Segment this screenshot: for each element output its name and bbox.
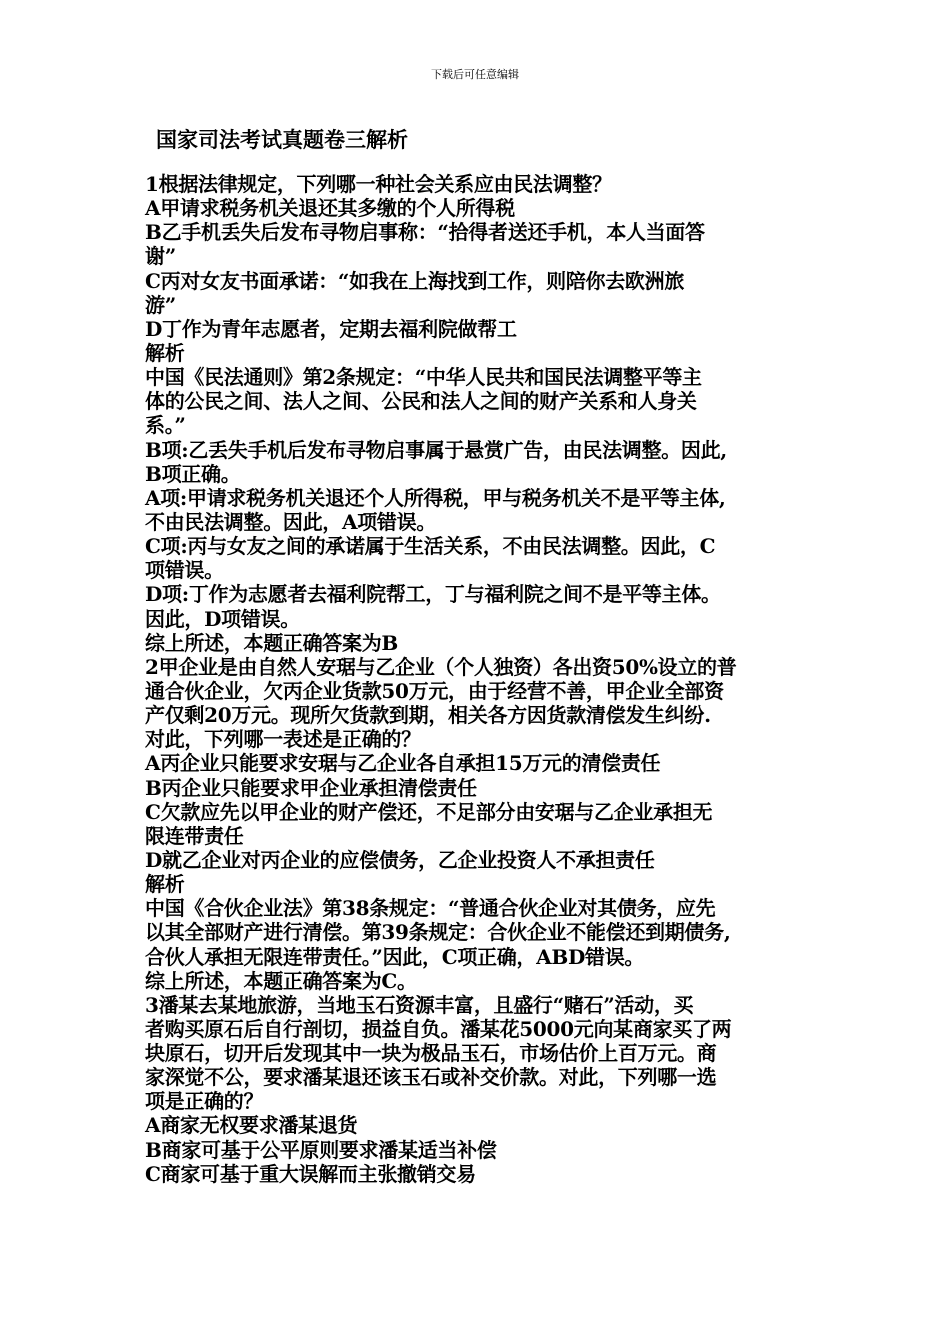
text-line: D项:丁作为志愿者去福利院帮工，丁与福利院之间不是平等主体。 — [145, 582, 721, 607]
text-line: A甲请求税务机关退还其多缴的个人所得税 — [145, 196, 515, 221]
text-line: D就乙企业对丙企业的应偿债务，乙企业投资人不承担责任 — [145, 847, 655, 872]
text-line: 项错误。 — [145, 558, 224, 583]
text-line: 者购买原石后自行剖切，损益自负。潘某花5000元向某商家买了两 — [145, 1016, 732, 1041]
text-line: 体的公民之间、法人之间、公民和法人之间的财产关系和人身关 — [145, 389, 697, 414]
text-line: 项是正确的？ — [145, 1089, 264, 1114]
page-header: 下载后可任意编辑 — [431, 68, 519, 81]
text-line: 不由民法调整。因此，A项错误。 — [145, 509, 437, 534]
text-line: 解析 — [145, 340, 185, 365]
text-line: 解析 — [145, 872, 185, 897]
text-line: 因此，D项错误。 — [145, 606, 300, 631]
text-line: A项:甲请求税务机关退还个人所得税，甲与税务机关不是平等主体, — [145, 485, 726, 510]
text-line: 综上所述，本题正确答案为B — [145, 630, 399, 655]
text-line: 对此，下列哪一表述是正确的？ — [145, 727, 421, 752]
text-line: 产仅剩20万元。现所欠货款到期，相关各方因货款清偿发生纠纷. — [145, 703, 711, 728]
text-line: A丙企业只能要求安琚与乙企业各自承担15万元的清偿责任 — [145, 751, 661, 776]
document-title: 国家司法考试真题卷三解析 — [156, 127, 408, 152]
text-line: 2甲企业是由自然人安琚与乙企业（个人独资）各出资50%设立的普 — [145, 654, 737, 679]
text-line: B丙企业只能要求甲企业承担清偿责任 — [145, 775, 477, 800]
document-body — [145, 172, 817, 1186]
text-line: 谢” — [145, 244, 176, 269]
text-line: B商家可基于公平原则要求潘某适当补偿 — [145, 1137, 497, 1162]
text-line: B项:乙丢失手机后发布寻物启事属于悬赏广告，由民法调整。因此, — [145, 437, 727, 462]
text-line: 限连带责任 — [145, 823, 244, 848]
text-line: 游” — [145, 292, 176, 317]
text-line: C丙对女友书面承诺：“如我在上海找到工作，则陪你去欧洲旅 — [145, 268, 685, 293]
text-line: 通合伙企业，欠丙企业货款50万元，由于经营不善，甲企业全部资 — [145, 678, 724, 703]
text-line: 家深觉不公，要求潘某退还该玉石或补交价款。对此，下列哪一选 — [145, 1065, 717, 1090]
text-line: 以其全部财产进行清偿。第39条规定：合伙企业不能偿还到期债务, — [145, 920, 731, 945]
text-line: 3潘某去某地旅游，当地玉石资源丰富，且盛行“赌石”活动，买 — [145, 992, 694, 1017]
text-line: C项:丙与女友之间的承诺属于生活关系，不由民法调整。因此，C — [145, 534, 716, 559]
text-line: A商家无权要求潘某退货 — [145, 1113, 358, 1138]
text-line: 中国《合伙企业法》第38条规定：“普通合伙企业对其债务，应先 — [145, 896, 716, 921]
text-line: B项正确。 — [145, 461, 241, 486]
text-line: 系。” — [145, 413, 186, 438]
text-line: 综上所述，本题正确答案为C。 — [145, 968, 417, 993]
text-line: C欠款应先以甲企业的财产偿还，不足部分由安琚与乙企业承担无 — [145, 799, 713, 824]
text-line: 1根据法律规定，下列哪一种社会关系应由民法调整？ — [145, 172, 612, 196]
text-line: D丁作为青年志愿者，定期去福利院做帮工 — [145, 316, 517, 341]
text-line: 合伙人承担无限连带责任。”因此，C项正确，ABD错误。 — [145, 944, 645, 969]
text-line: C商家可基于重大误解而主张撤销交易 — [145, 1161, 476, 1186]
text-line: B乙手机丢失后发布寻物启事称：“拾得者送还手机，本人当面答 — [145, 220, 705, 245]
text-line: 块原石，切开后发现其中一块为极品玉石，市场估价上百万元。商 — [145, 1041, 717, 1066]
text-line: 中国《民法通则》第2条规定：“中华人民共和国民法调整平等主 — [145, 365, 702, 390]
